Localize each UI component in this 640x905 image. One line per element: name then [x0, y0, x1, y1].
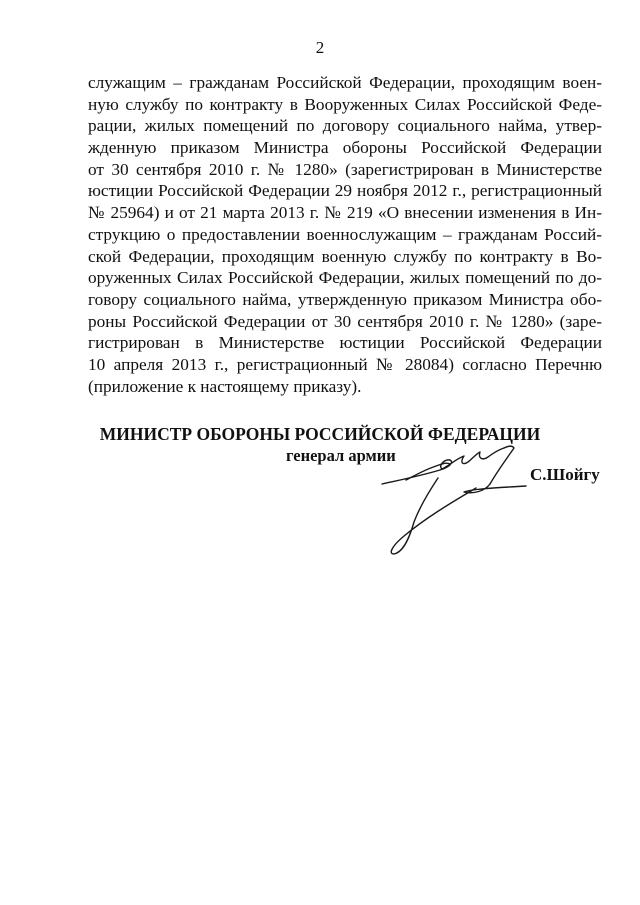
text-line: гистрирован в Министерстве юстиции Российской Федерации [88, 333, 602, 353]
text-line: оруженных Силах Российской Федерации, жилых помещений по до- [88, 268, 602, 288]
text-line: ную службу по контракту в Вооруженных Силах Российской Феде- [88, 94, 602, 114]
body-text [88, 72, 602, 397]
text-line: ской Федерации, проходящим военную службу по контракту в Во- [88, 246, 602, 266]
signatory-title: МИНИСТР ОБОРОНЫ РОССИЙСКОЙ ФЕДЕРАЦИИ [99, 424, 541, 444]
text-line: струкцию о предоставлении военнослужащим – гражданам Россий- [88, 224, 602, 244]
signatory-rank: генерал армии [286, 446, 396, 465]
text-line: юстиции Российской Федерации 29 ноября 2012 г., регистрационный [88, 181, 602, 201]
text-line: от 30 сентября 2010 г. № 1280» (зарегистрирован в Министерстве [88, 159, 602, 179]
page-number: 2 [315, 38, 325, 57]
text-line: № 25964) и от 21 марта 2013 г. № 219 «О внесении изменения в Ин- [88, 203, 602, 223]
text-line: (приложение к настоящему приказу). [88, 376, 362, 396]
text-line: служащим – гражданам Российской Федерации, проходящим воен- [88, 73, 602, 92]
text-line: 10 апреля 2013 г., регистрационный № 28084) согласно Перечню [88, 354, 602, 374]
signatory-name: С.Шойгу [530, 465, 600, 484]
text-line: рации, жилых помещений по договору социального найма, утвер- [88, 116, 602, 136]
handwritten-signature [380, 440, 540, 560]
text-line: жденную приказом Министра обороны Российской Федерации [88, 138, 602, 158]
text-line: роны Российской Федерации от 30 сентября 2010 г. № 1280» (заре- [88, 311, 602, 331]
text-line: говору социального найма, утвержденную приказом Министра обо- [88, 289, 602, 309]
